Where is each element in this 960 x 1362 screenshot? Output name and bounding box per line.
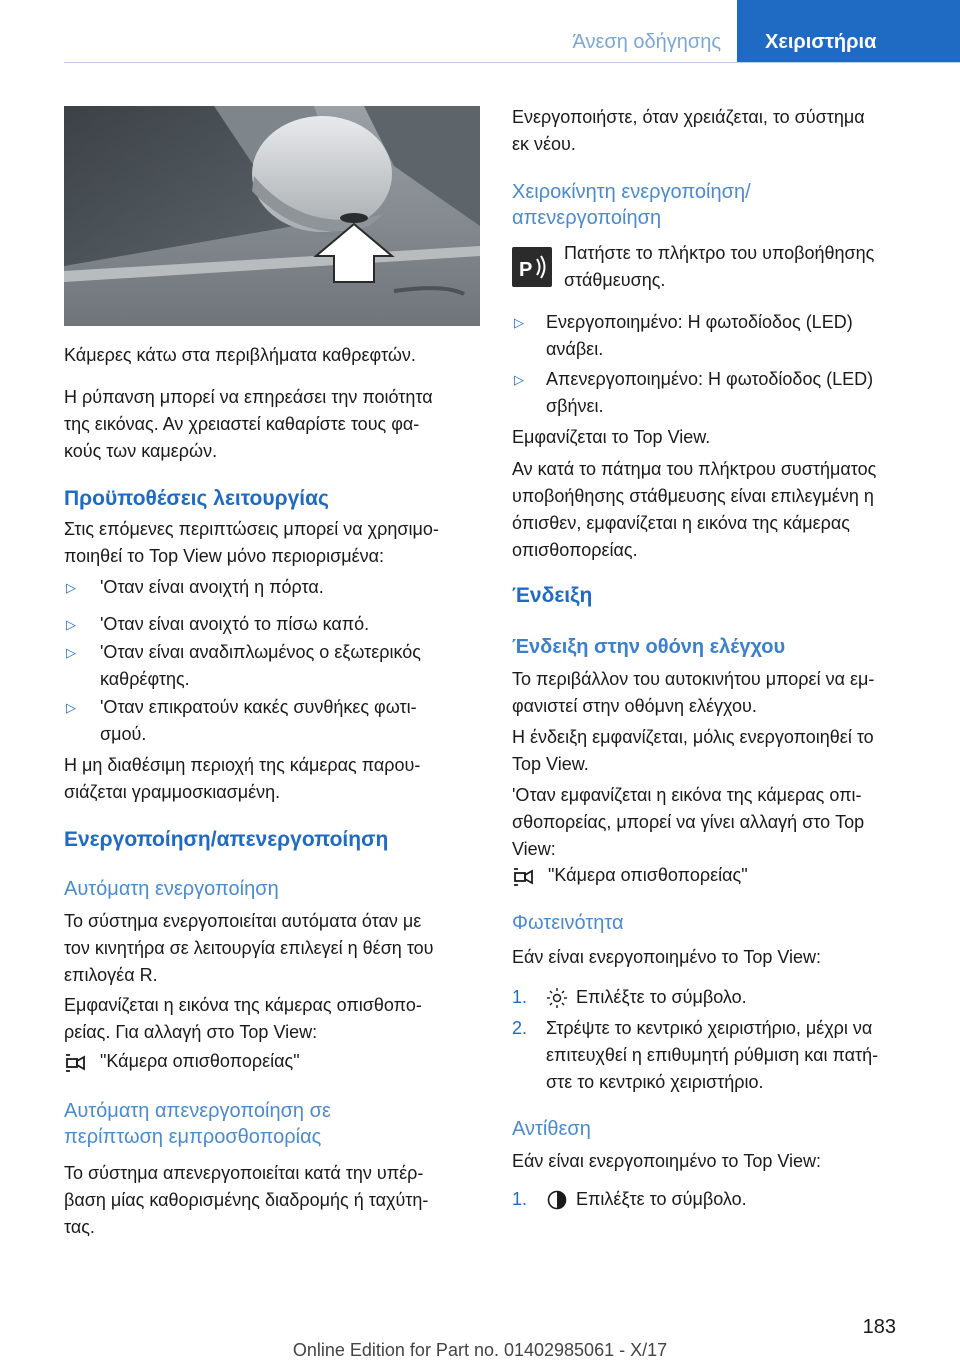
brightness-icon [546,987,568,1009]
limit-door-open: 'Οταν είναι ανοιχτή η πόρτα. [100,577,324,597]
limit-light-1: 'Οταν επικρατούν κακές συνθήκες φωτι‐ [100,697,417,717]
dirt-note-line-1: Η ρύπανση μπορεί να επηρεάσει την ποιότητα [64,387,433,407]
limit-mirror-folded-2: καθρέφτης. [100,669,190,689]
section-tab [505,0,737,62]
reverse-note-line-2: υποβοήθησης στάθμευσης είναι επιλεγμένη η [512,486,874,506]
reverse-note-line-4: οπισθοπορείας. [512,540,638,560]
heading-on-off: Ενεργοποίηση/απενεργοποίηση [64,828,389,851]
reactivate-line-1: Ενεργοποιήστε, όταν χρειάζεται, το σύστημα [512,107,865,127]
bullet-marker: ▷ [66,645,76,660]
led-on-line-1: Ενεργοποιημένο: Η φωτοδίοδος (LED) [546,312,853,332]
heading-auto-on: Αυτόματη ενεργοποίηση [64,878,279,900]
auto-off-line-3: τας. [64,1217,95,1237]
heading-manual-2: απενεργοποίηση [512,207,662,229]
heading-manual-1: Χειροκίνητη ενεργοποίηση/ [512,181,751,203]
limit-mirror-folded-1: 'Οταν είναι αναδιπλωμένος ο εξωτερικός [100,642,421,662]
display-active-line-2: Top View. [512,754,589,774]
auto-off-line-2: βαση μίας καθορισμένης διαδρομής ή ταχύτη‐ [64,1190,429,1210]
menu-rear-camera-left: "Κάμερα οπισθοπορείας" [100,1051,300,1071]
limits-intro-line-1: Στις επόμενες περιπτώσεις μπορεί να χρησιμο‐ [64,519,439,539]
brightness-step-2-line-2: επιτευχθεί η επιθυμητή ρύθμιση και πατή‐ [546,1045,879,1065]
dirt-note-line-3: κούς των καμερών. [64,441,218,461]
contrast-intro: Εάν είναι ενεργοποιημένο το Top View: [512,1151,822,1171]
page-number: 183 [862,1316,896,1338]
reactivate-line-2: εκ νέου. [512,134,576,154]
display-active-line-1: Η ένδειξη εμφανίζεται, μόλις ενεργοποιηθεί το [512,727,874,747]
reverse-note-line-3: όπισθεν, εμφανίζεται η εικόνα της κάμερας [512,513,850,533]
limits-intro-line-2: ποιηθεί το Top View μόνο περιορισμένα: [64,546,385,566]
rear-camera-icon [64,1052,90,1074]
heading-auto-off-2: περίπτωση εμπροσθοπορίας [64,1126,322,1148]
surroundings-line-1: Το περιβάλλον του αυτοκινήτου μπορεί να εμ‐ [512,669,875,689]
auto-on-line-2: τον κινητήρα σε λειτουργία επιλεγεί η θέση του [64,938,434,958]
switch-view-line-3: View: [512,839,556,859]
heading-contrast: Αντίθεση [512,1118,591,1140]
led-off-line-1: Απενεργοποιημένο: Η φωτοδίοδος (LED) [546,369,874,389]
step-number: 1. [512,987,528,1007]
menu-rear-camera-right: "Κάμερα οπισθοπορείας" [548,865,748,885]
auto-off-line-1: Το σύστημα απενεργοποιείται κατά την υπέρ‐ [64,1163,424,1183]
auto-on-line-3: επιλογέα R. [64,965,158,985]
rear-camera-line-1: Εμφανίζεται η εικόνα της κάμερας οπισθοπο‐ [64,995,422,1015]
limit-tailgate-open: 'Οταν είναι ανοιχτό το πίσω καπό. [100,614,370,634]
limit-light-2: σμού. [100,724,147,744]
bullet-marker: ▷ [66,617,76,632]
edition-footer: Online Edition for Part no. 01402985061 - X/17 [292,1340,668,1360]
section-title: Άνεση οδήγησης [572,31,721,53]
page-header [0,0,960,62]
dirt-note-line-2: της εικόνας. Αν χρειαστεί καθαρίστε τους φα‐ [64,414,420,434]
hatched-area-line-1: Η μη διαθέσιμη περιοχή της κάμερας παρου‐ [64,755,421,775]
led-on-line-2: ανάβει. [546,339,604,359]
switch-view-line-1: 'Οταν εμφανίζεται η εικόνα της κάμερας οπι‐ [512,785,862,805]
heading-display: Ένδειξη [512,584,593,607]
bullet-marker: ▷ [66,580,76,595]
header-rule [64,62,960,63]
step-number: 2. [512,1018,528,1038]
contrast-step-1: Επιλέξτε το σύμβολο. [576,1189,747,1209]
brightness-intro: Εάν είναι ενεργοποιημένο το Top View: [512,947,822,967]
rear-camera-line-2: ρείας. Για αλλαγή στο Top View: [64,1022,318,1042]
rear-camera-icon [512,866,538,888]
bullet-marker: ▷ [514,372,524,387]
press-button-line-2: στάθμευσης. [564,270,666,290]
heading-display-screen: Ένδειξη στην οθόνη ελέγχου [512,636,786,658]
contrast-icon [546,1189,568,1211]
bullet-marker: ▷ [514,315,524,330]
switch-view-line-2: σθοπορείας, μπορεί να γίνει αλλαγή στο Top [512,812,865,832]
photo-caption: Κάμερες κάτω στα περιβλήματα καθρεφτών. [64,345,416,365]
heading-auto-off-1: Αυτόματη απενεργοποίηση σε [64,1100,331,1122]
svg-text:P: P [519,259,533,281]
top-view-shown: Εμφανίζεται το Top View. [512,427,711,447]
heading-brightness: Φωτεινότητα [512,912,624,934]
surroundings-line-2: φανιστεί στην οθόμνη ελέγχου. [512,696,757,716]
chapter-tab [737,0,960,62]
brightness-step-2-line-1: Στρέψτε το κεντρικό χειριστήριο, μέχρι να [546,1018,873,1038]
car-mirror-illustration [64,106,480,326]
brightness-step-1: Επιλέξτε το σύμβολο. [576,987,747,1007]
mirror-camera-photo [64,106,480,326]
press-button-line-1: Πατήστε το πλήκτρο του υποβοήθησης [564,243,875,263]
brightness-step-2-line-3: στε το κεντρικό χειριστήριο. [546,1072,764,1092]
led-off-line-2: σβήνει. [546,396,604,416]
parking-assist-button-icon [512,247,552,287]
step-number: 1. [512,1189,528,1209]
chapter-title: Χειριστήρια [765,31,877,53]
hatched-area-line-2: σιάζεται γραμμοσκιασμένη. [64,782,281,802]
reverse-note-line-1: Αν κατά το πάτημα του πλήκτρου συστήματος [512,459,877,479]
heading-prerequisites: Προϋποθέσεις λειτουργίας [64,487,329,510]
auto-on-line-1: Το σύστημα ενεργοποιείται αυτόματα όταν με [64,911,422,931]
bullet-marker: ▷ [66,700,76,715]
